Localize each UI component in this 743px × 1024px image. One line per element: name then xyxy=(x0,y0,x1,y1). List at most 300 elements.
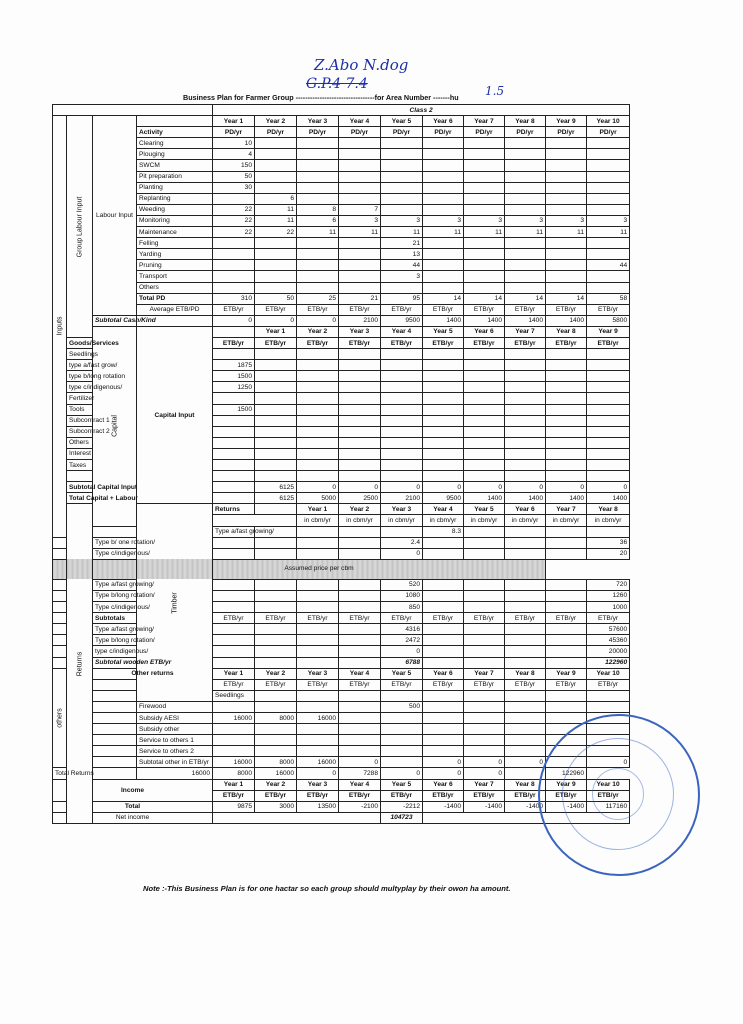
table-cell: 11 xyxy=(255,215,297,226)
handwritten-name: Z.Abo N.dog xyxy=(314,56,409,74)
table-cell xyxy=(339,437,381,448)
table-cell: Year 2 xyxy=(255,116,297,127)
table-cell xyxy=(381,426,423,437)
table-cell xyxy=(339,471,381,482)
table-cell xyxy=(546,382,587,393)
table-cell: ETB/yr xyxy=(339,613,381,624)
table-cell xyxy=(297,579,339,590)
table-cell: ETB/yr xyxy=(381,613,423,624)
table-cell xyxy=(339,415,381,426)
table-cell: Total PD xyxy=(137,293,213,304)
table-cell xyxy=(505,415,546,426)
table-cell xyxy=(423,746,464,757)
table-cell xyxy=(339,548,381,559)
returns-side-label xyxy=(67,504,93,824)
handwritten-group: G.P.4 7.4 xyxy=(306,76,368,92)
table-cell xyxy=(464,690,505,701)
table-cell: Year 3 xyxy=(297,668,339,679)
table-cell xyxy=(546,260,587,271)
table-cell xyxy=(93,526,137,537)
table-cell: -2212 xyxy=(381,801,423,812)
table-cell xyxy=(213,548,255,559)
table-cell: Others xyxy=(67,437,93,448)
table-cell: ETB/yr xyxy=(464,790,505,801)
table-cell xyxy=(464,548,505,559)
official-stamp xyxy=(538,714,700,876)
table-cell xyxy=(423,701,464,712)
table-cell: PD/yr xyxy=(505,127,546,138)
table-cell: PD/yr xyxy=(213,127,255,138)
table-cell xyxy=(339,448,381,459)
table-cell: Year 1 xyxy=(213,116,255,127)
table-cell xyxy=(255,590,297,601)
table-cell: ETB/yr xyxy=(213,304,255,315)
timber-side-label xyxy=(137,504,213,702)
table-cell xyxy=(297,360,339,371)
table-cell: PD/yr xyxy=(587,127,630,138)
table-cell xyxy=(213,326,255,337)
table-cell: Year 3 xyxy=(339,326,381,337)
table-cell: 11 xyxy=(464,227,505,238)
table-cell xyxy=(464,724,505,735)
table-cell xyxy=(339,746,381,757)
table-cell: 9875 xyxy=(213,801,255,812)
table-cell: -1400 xyxy=(546,801,587,812)
table-cell: 11 xyxy=(255,204,297,215)
table-cell xyxy=(297,701,339,712)
table-cell: Interest xyxy=(67,448,93,459)
table-cell xyxy=(213,448,255,459)
table-cell xyxy=(93,690,137,701)
table-cell: Monitoring xyxy=(137,215,213,226)
table-cell xyxy=(505,548,546,559)
labour-row xyxy=(53,238,630,249)
table-cell xyxy=(53,635,67,646)
table-cell xyxy=(464,382,505,393)
table-cell xyxy=(213,590,255,601)
table-cell xyxy=(505,635,546,646)
table-cell xyxy=(297,624,339,635)
table-cell xyxy=(213,735,255,746)
table-cell: ETB/yr xyxy=(255,790,297,801)
table-cell: ETB/yr xyxy=(297,679,339,690)
table-cell xyxy=(546,349,587,360)
table-cell: 8000 xyxy=(255,712,297,723)
table-cell: type c/indigenous/ xyxy=(67,382,93,393)
table-cell xyxy=(93,757,137,768)
table-cell xyxy=(464,579,505,590)
capital-side-label xyxy=(93,326,137,526)
table-cell xyxy=(297,746,339,757)
table-cell: 8.3 xyxy=(423,526,464,537)
others-row xyxy=(53,701,630,712)
table-cell: ETB/yr xyxy=(587,679,630,690)
table-cell: ETB/yr xyxy=(505,304,546,315)
table-cell xyxy=(297,182,339,193)
table-cell xyxy=(297,735,339,746)
footnote: Note :-This Business Plan is for one hactar so each group should multyplay by their owon ha amount. xyxy=(143,884,511,893)
labour-row xyxy=(53,260,630,271)
table-cell xyxy=(255,393,297,404)
table-cell: 3 xyxy=(423,215,464,226)
table-cell xyxy=(423,182,464,193)
table-cell: Year 5 xyxy=(381,779,423,790)
table-cell xyxy=(464,138,505,149)
table-cell: 8000 xyxy=(255,757,297,768)
table-cell: 11 xyxy=(381,227,423,238)
table-cell: 3 xyxy=(464,215,505,226)
table-cell xyxy=(587,360,630,371)
group-labour-side-label xyxy=(67,116,93,338)
labour-subtotal-row xyxy=(53,315,630,326)
table-cell xyxy=(505,282,546,293)
table-cell: Year 2 xyxy=(339,504,381,515)
table-cell xyxy=(339,393,381,404)
table-cell: 14 xyxy=(423,293,464,304)
table-cell: 21 xyxy=(381,238,423,249)
table-cell: ETB/yr xyxy=(423,304,464,315)
table-cell xyxy=(381,360,423,371)
table-cell: Subtotal other in ETB/yr xyxy=(137,757,213,768)
table-cell xyxy=(546,526,587,537)
table-cell: Subtotal wooden ETB/yr xyxy=(93,657,137,668)
table-cell: ETB/yr xyxy=(381,790,423,801)
table-cell xyxy=(255,171,297,182)
table-cell: 1400 xyxy=(423,315,464,326)
table-cell: Year 7 xyxy=(505,326,546,337)
table-cell: ETB/yr xyxy=(297,337,339,348)
table-cell: Year 4 xyxy=(339,116,381,127)
table-cell xyxy=(423,590,464,601)
table-cell xyxy=(255,602,297,613)
table-cell: Planting xyxy=(137,182,213,193)
table-cell: 5000 xyxy=(297,493,339,504)
table-cell xyxy=(587,526,630,537)
table-cell xyxy=(505,448,546,459)
table-cell: 58 xyxy=(587,293,630,304)
table-cell: ETB/yr xyxy=(587,304,630,315)
table-cell xyxy=(53,579,67,590)
table-cell: Goods/Services xyxy=(67,337,93,348)
table-cell xyxy=(255,746,297,757)
table-cell xyxy=(381,282,423,293)
table-cell: Year 3 xyxy=(381,504,423,515)
table-cell: ETB/yr xyxy=(423,679,464,690)
table-cell: Subtotal Capital Input xyxy=(67,482,93,493)
table-cell xyxy=(53,602,67,613)
table-cell xyxy=(464,182,505,193)
table-cell xyxy=(297,138,339,149)
table-cell xyxy=(93,724,137,735)
table-cell xyxy=(505,460,546,471)
table-cell xyxy=(505,735,546,746)
handwritten-area-number: 1.5 xyxy=(485,84,505,98)
table-cell: Seedlings xyxy=(67,349,93,360)
table-cell xyxy=(587,415,630,426)
table-cell: 3000 xyxy=(255,801,297,812)
table-cell xyxy=(381,526,423,537)
table-cell xyxy=(381,371,423,382)
table-cell: ETB/yr xyxy=(255,337,297,348)
table-cell xyxy=(339,382,381,393)
table-cell xyxy=(339,646,381,657)
table-cell xyxy=(297,724,339,735)
table-cell: 16000 xyxy=(297,757,339,768)
table-cell: ETB/yr xyxy=(546,337,587,348)
table-cell xyxy=(423,537,464,548)
table-cell: 50 xyxy=(213,171,255,182)
table-cell: Year 4 xyxy=(381,326,423,337)
table-cell xyxy=(339,249,381,260)
table-cell xyxy=(381,382,423,393)
table-cell xyxy=(464,712,505,723)
table-cell xyxy=(255,537,297,548)
class-label: Class 2 xyxy=(213,105,630,116)
table-cell xyxy=(339,260,381,271)
table-cell xyxy=(505,371,546,382)
others-row xyxy=(53,724,630,735)
table-cell xyxy=(587,460,630,471)
table-cell: 13 xyxy=(381,249,423,260)
table-cell xyxy=(213,602,255,613)
table-cell: 11 xyxy=(297,227,339,238)
table-cell: Type c/indigenous/ xyxy=(93,548,137,559)
income-label: Income xyxy=(53,779,213,801)
table-cell: 11 xyxy=(505,227,546,238)
table-cell: Year 2 xyxy=(255,779,297,790)
table-cell xyxy=(213,193,255,204)
table-cell xyxy=(381,182,423,193)
table-cell: Firewood xyxy=(137,701,213,712)
table-cell xyxy=(505,171,546,182)
capital-year-row xyxy=(53,326,630,337)
table-cell xyxy=(297,349,339,360)
class-row xyxy=(53,105,630,116)
table-cell: 0 xyxy=(464,757,505,768)
table-cell xyxy=(297,590,339,601)
table-cell xyxy=(381,757,423,768)
table-cell xyxy=(297,282,339,293)
table-cell xyxy=(339,460,381,471)
table-cell xyxy=(423,426,464,437)
table-cell xyxy=(339,602,381,613)
table-cell xyxy=(423,646,464,657)
table-cell: Year 5 xyxy=(423,326,464,337)
table-cell: type a/fast grow/ xyxy=(67,360,93,371)
table-cell xyxy=(587,138,630,149)
inputs-side-label-text: Inputs xyxy=(56,316,63,336)
labour-row xyxy=(53,282,630,293)
table-cell: ETB/yr xyxy=(587,790,630,801)
table-cell xyxy=(381,735,423,746)
table-cell xyxy=(505,437,546,448)
table-cell: 14 xyxy=(464,293,505,304)
table-cell: 0 xyxy=(587,482,630,493)
table-cell: 850 xyxy=(381,602,423,613)
table-cell: Year 3 xyxy=(297,116,339,127)
table-cell xyxy=(423,171,464,182)
table-cell xyxy=(339,271,381,282)
table-cell: 22 xyxy=(213,204,255,215)
table-cell: ETB/yr xyxy=(587,613,630,624)
table-cell xyxy=(213,460,255,471)
table-cell xyxy=(213,537,255,548)
table-cell: in cbm/yr xyxy=(464,515,505,526)
labour-row xyxy=(53,193,630,204)
table-cell xyxy=(255,349,297,360)
table-cell xyxy=(213,624,255,635)
table-cell: 122960 xyxy=(587,657,630,668)
table-cell xyxy=(587,701,630,712)
table-cell: Subtotals xyxy=(93,613,137,624)
table-cell: Year 3 xyxy=(297,779,339,790)
table-cell xyxy=(546,404,587,415)
table-cell xyxy=(546,238,587,249)
table-cell xyxy=(587,404,630,415)
table-cell: 95 xyxy=(381,293,423,304)
table-cell xyxy=(423,404,464,415)
table-cell xyxy=(505,602,546,613)
table-cell xyxy=(255,548,297,559)
table-cell: 14 xyxy=(546,293,587,304)
table-cell: 11 xyxy=(339,227,381,238)
table-cell xyxy=(255,504,297,515)
table-cell: SWCM xyxy=(137,160,213,171)
table-cell xyxy=(67,471,93,482)
table-cell xyxy=(464,193,505,204)
table-cell xyxy=(546,602,587,613)
table-cell xyxy=(339,138,381,149)
table-cell xyxy=(339,590,381,601)
returns-year-row xyxy=(53,504,630,515)
table-cell: 0 xyxy=(381,482,423,493)
table-cell: Year 6 xyxy=(464,326,505,337)
table-cell xyxy=(53,548,67,559)
table-cell xyxy=(297,149,339,160)
table-cell: 117160 xyxy=(587,801,630,812)
table-cell xyxy=(423,393,464,404)
table-cell: 14 xyxy=(505,293,546,304)
table-cell: 2472 xyxy=(381,635,423,646)
table-cell xyxy=(339,171,381,182)
table-cell xyxy=(423,349,464,360)
table-cell xyxy=(381,204,423,215)
table-cell: 16000 xyxy=(213,757,255,768)
table-cell xyxy=(546,249,587,260)
table-cell: Year 2 xyxy=(297,326,339,337)
table-cell xyxy=(339,193,381,204)
table-cell xyxy=(255,460,297,471)
table-cell xyxy=(546,712,587,723)
table-cell: in cbm/yr xyxy=(381,515,423,526)
table-cell: Taxes xyxy=(67,460,93,471)
table-cell: 520 xyxy=(381,579,423,590)
table-cell: 22 xyxy=(213,215,255,226)
year-header-row xyxy=(53,116,630,127)
table-cell xyxy=(464,657,505,668)
table-cell: 8 xyxy=(297,204,339,215)
table-cell: 0 xyxy=(505,757,546,768)
table-cell xyxy=(53,105,213,116)
table-cell xyxy=(587,271,630,282)
table-cell xyxy=(255,404,297,415)
table-cell xyxy=(255,160,297,171)
table-cell: 1500 xyxy=(213,404,255,415)
others-row xyxy=(53,746,630,757)
table-cell: ETB/yr xyxy=(464,304,505,315)
table-cell xyxy=(255,579,297,590)
labour-row xyxy=(53,215,630,226)
table-cell xyxy=(546,371,587,382)
table-cell xyxy=(505,426,546,437)
table-cell xyxy=(137,116,213,127)
table-cell xyxy=(423,193,464,204)
table-cell: Replanting xyxy=(137,193,213,204)
table-cell xyxy=(546,138,587,149)
table-cell xyxy=(381,690,423,701)
labour-row xyxy=(53,171,630,182)
table-cell xyxy=(587,204,630,215)
table-cell xyxy=(255,624,297,635)
table-cell xyxy=(546,635,587,646)
table-cell: 0 xyxy=(423,768,464,779)
table-cell xyxy=(587,426,630,437)
table-cell: Seedlings xyxy=(213,690,255,701)
table-cell: ETB/yr xyxy=(546,304,587,315)
table-cell xyxy=(381,746,423,757)
table-cell xyxy=(423,415,464,426)
table-cell xyxy=(464,349,505,360)
table-cell xyxy=(587,690,630,701)
table-cell xyxy=(546,548,587,559)
table-cell: 0 xyxy=(546,482,587,493)
table-cell xyxy=(464,260,505,271)
table-cell: 2100 xyxy=(381,493,423,504)
table-cell xyxy=(213,238,255,249)
table-cell xyxy=(255,724,297,735)
table-cell: 20 xyxy=(587,548,630,559)
table-cell: 0 xyxy=(297,768,339,779)
table-cell xyxy=(255,437,297,448)
table-cell xyxy=(339,537,381,548)
table-cell xyxy=(464,426,505,437)
table-cell xyxy=(464,537,505,548)
table-cell xyxy=(339,149,381,160)
table-cell xyxy=(505,138,546,149)
table-cell: 1400 xyxy=(587,493,630,504)
table-cell: -1400 xyxy=(423,801,464,812)
table-cell xyxy=(464,735,505,746)
table-cell xyxy=(339,579,381,590)
table-cell: Year 1 xyxy=(255,326,297,337)
table-cell: Year 8 xyxy=(546,326,587,337)
table-cell: Year 1 xyxy=(213,668,255,679)
table-cell: 500 xyxy=(381,701,423,712)
table-cell xyxy=(297,193,339,204)
table-cell: PD/yr xyxy=(339,127,381,138)
table-cell: 16000 xyxy=(255,768,297,779)
table-cell: 3 xyxy=(546,215,587,226)
table-cell xyxy=(423,371,464,382)
table-cell xyxy=(546,690,587,701)
table-cell xyxy=(339,735,381,746)
table-cell xyxy=(423,635,464,646)
table-cell xyxy=(546,460,587,471)
table-cell xyxy=(213,657,255,668)
table-cell: 0 xyxy=(381,646,423,657)
table-cell: in cbm/yr xyxy=(423,515,464,526)
table-cell: Other returns xyxy=(93,668,213,679)
